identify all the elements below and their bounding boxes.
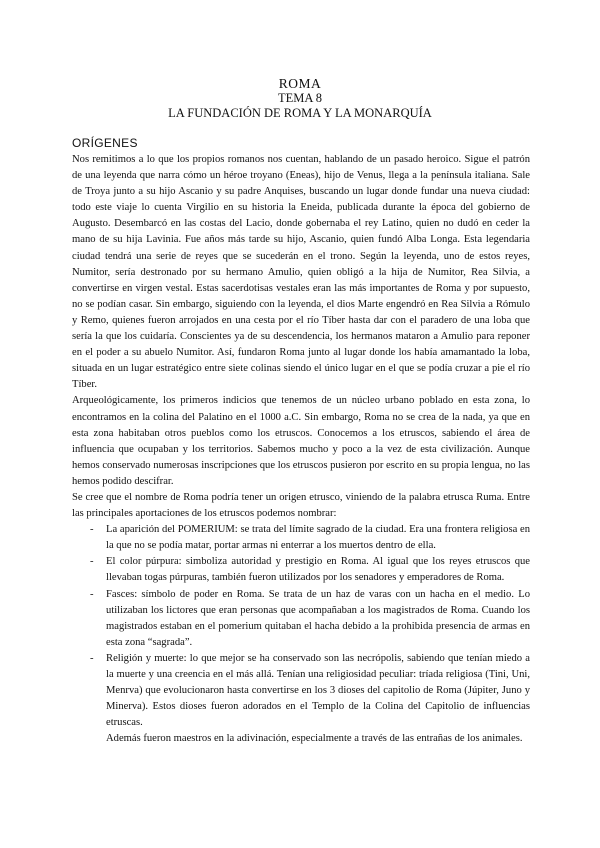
list-item-continuation: Además fueron maestros en la adivinación, especialmente a través de las entrañas de los animales. xyxy=(106,733,523,745)
topic-number: TEMA 8 xyxy=(277,91,323,105)
list-item-text: Fasces: símbolo de poder en Roma. Se trata de un haz de varas con un hacha en el medio. Lo utilizaban los lictores que eran personas que acompañaban a los magistrados de Roma. Cuando los magistrados estaban en el pomerium quitaban el hacha debido a la prohibida presencia de armas en esta zona “sagrada”. xyxy=(106,588,530,648)
etruscan-contributions-list xyxy=(72,522,530,747)
section-heading: ORÍGENES xyxy=(72,136,138,150)
list-item-text: Religión y muerte: lo que mejor se ha conservado son las necrópolis, sabiendo que tenían miedo a la muerte y una creencia en el más allá. Tenían una religiosidad peculiar: tríada religiosa (Tini, Uni, Menrva) que evolucionaron hasta convertirse en los 3 dioses del capitolio de Roma (Júpiter, Juno y Minerva). Estos dioses fueron adorados en el Templo de la Colina del Capitolio de influencias etruscas. xyxy=(106,652,530,729)
list-item-text: La aparición del POMERIUM: se trata del límite sagrado de la ciudad. Era una frontera religiosa en la que no se podía matar, portar armas ni enterrar a los muertos dentro de ella. xyxy=(106,524,530,552)
list-item xyxy=(72,587,530,651)
paragraph-etruscan-name: Se cree que el nombre de Roma podría tener un origen etrusco, viniendo de la palabra etrusca Ruma. Entre las principales aportaciones de los etruscos podemos nombrar: xyxy=(72,491,530,520)
list-item-text: El color púrpura: simboliza autoridad y prestigio en Roma. Al igual que los reyes etruscos que llevaban togas púrpuras, también fueron utilizados por los senadores y emperadores de Roma. xyxy=(106,556,530,584)
list-item xyxy=(72,554,530,586)
list-bullet: - xyxy=(90,652,94,664)
paragraph-archaeology: Arqueológicamente, los primeros indicios que tenemos de un núcleo urbano poblado en esta zona, lo encontramos en la colina del Palatino en el 1000 a.C. Sin embargo, Roma no se crea de la nada, ya que en esta zona habitaban otros pueblos como los etruscos. Conocemos a los etruscos, sabiendo el área de influencia que ocupaban y los territorios. Sabemos mucho y poco a la vez de esta civilización. Aunque hemos conservado numerosas inscripciones que los etruscos pusieron por escrito en su propia lengua, no las hemos podido descifrar. xyxy=(72,395,530,487)
paragraph-legend: Nos remitimos a lo que los propios romanos nos cuentan, hablando de un pasado heroico. Sigue el patrón de una leyenda que narra cómo un héroe troyano (Eneas), hijo de Venus, llega a la península italiana. Sale de Troya junto a su hijo Ascanio y su padre Anquises, buscando un lugar donde fundar una nueva ciudad: todo este viaje lo cuenta Virgilio en su historia la Eneida, publicada durante la época del gobierno de Augusto. Desembarcó en las costas del Lacio, donde gobernaba el rey Latino, quien no dudó en ceder la mano de su hija Lavinia. Fue años más tarde su hijo, Ascanio, quien fundó Alba Longa. Esta legendaria ciudad tendrá una serie de reyes que se sucederán en el trono. Según la leyenda, uno de estos reyes, Numitor, sería destronado por su hermano Amulio, quien obligó a la hija de Numitor, Rea Silvia, a convertirse en virgen vestal. Estas sacerdotisas vestales eran las más importantes de Roma y por supuesto, no se podían casar. Sin embargo, siguiendo con la leyenda, el dios Marte engendró en Rea Silvia a Rómulo y Remo, quienes fueron arrojados en una cesta por el río Tíber hasta dar con el paradero de una loba que sería la que los cuidaría. Conscientes ya de su descendencia, los hermanos mataron a Amulio para reponer en el poder a su abuelo Numitor. Así, fundaron Roma junto al lugar donde los había amamantado la loba, situada en un lugar estratégico entre siete colinas siendo el único lugar en el que se podía cruzar a pie el río Tíber. xyxy=(72,154,530,391)
list-item xyxy=(72,651,530,748)
list-bullet: - xyxy=(90,588,94,600)
list-item xyxy=(72,522,530,554)
document-subtitle: LA FUNDACIÓN DE ROMA Y LA MONARQUÍA xyxy=(168,106,432,120)
list-bullet: - xyxy=(90,556,94,568)
list-bullet: - xyxy=(90,524,94,536)
title-block xyxy=(70,76,530,121)
document-body xyxy=(72,152,530,747)
document-title: ROMA xyxy=(278,76,322,91)
